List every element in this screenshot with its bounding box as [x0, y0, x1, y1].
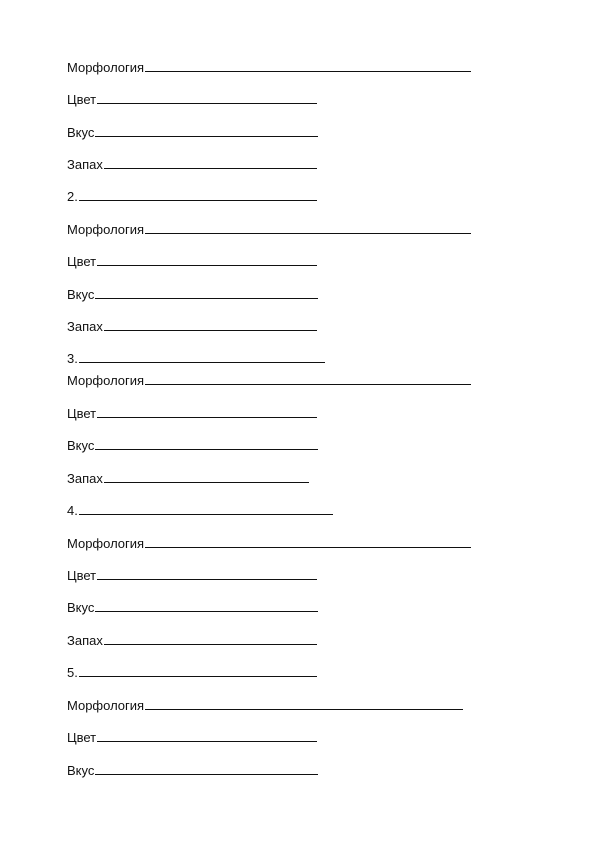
- fill-in-blank[interactable]: [145, 372, 471, 385]
- field-taste-3: [67, 437, 318, 455]
- fill-in-blank[interactable]: [95, 762, 318, 775]
- field-taste-4: [67, 599, 318, 617]
- item-number-label: 3.: [67, 351, 78, 366]
- fill-in-blank[interactable]: [79, 350, 325, 363]
- field-label: Морфология: [67, 222, 145, 237]
- fill-in-blank[interactable]: [104, 470, 309, 483]
- field-color-1: [67, 91, 317, 109]
- fill-in-blank[interactable]: [104, 632, 317, 645]
- field-label: Цвет: [67, 568, 97, 583]
- fill-in-blank[interactable]: [95, 437, 318, 450]
- field-label: Вкус: [67, 600, 95, 615]
- field-label: Запах: [67, 633, 103, 648]
- field-label: Вкус: [67, 438, 95, 453]
- field-label: Морфология: [67, 60, 145, 75]
- field-label: Запах: [67, 319, 103, 334]
- field-label: Цвет: [67, 92, 97, 107]
- field-morphology-5: [67, 697, 463, 715]
- field-label: Морфология: [67, 373, 145, 388]
- field-label: Запах: [67, 471, 103, 486]
- field-color-4: [67, 567, 317, 585]
- field-color-3: [67, 405, 317, 423]
- item-number-3: [67, 350, 325, 368]
- fill-in-blank[interactable]: [97, 729, 317, 742]
- field-label: Цвет: [67, 254, 97, 269]
- field-label: Вкус: [67, 125, 95, 140]
- fill-in-blank[interactable]: [145, 221, 471, 234]
- field-taste-1: [67, 124, 318, 142]
- field-taste-2: [67, 286, 318, 304]
- fill-in-blank[interactable]: [145, 535, 471, 548]
- field-label: Цвет: [67, 730, 97, 745]
- field-label: Вкус: [67, 287, 95, 302]
- field-label: Вкус: [67, 763, 95, 778]
- fill-in-blank[interactable]: [104, 156, 317, 169]
- field-color-2: [67, 253, 317, 271]
- field-morphology-2: [67, 221, 471, 239]
- fill-in-blank[interactable]: [95, 286, 318, 299]
- item-number-4: [67, 502, 333, 520]
- fill-in-blank[interactable]: [95, 124, 318, 137]
- fill-in-blank[interactable]: [145, 697, 463, 710]
- field-label: Цвет: [67, 406, 97, 421]
- fill-in-blank[interactable]: [97, 253, 317, 266]
- fill-in-blank[interactable]: [95, 599, 318, 612]
- fill-in-blank[interactable]: [97, 91, 317, 104]
- field-label: Морфология: [67, 536, 145, 551]
- field-morphology-4: [67, 535, 471, 553]
- field-smell-2: [67, 318, 317, 336]
- fill-in-blank[interactable]: [79, 188, 317, 201]
- field-smell-3: [67, 470, 309, 488]
- field-smell-4: [67, 632, 317, 650]
- field-label: Запах: [67, 157, 103, 172]
- fill-in-blank[interactable]: [145, 59, 471, 72]
- item-number-label: 4.: [67, 503, 78, 518]
- item-number-label: 2.: [67, 189, 78, 204]
- field-morphology-3: [67, 372, 471, 390]
- field-morphology-1: [67, 59, 471, 77]
- fill-in-blank[interactable]: [97, 405, 317, 418]
- field-taste-5: [67, 762, 318, 780]
- item-number-label: 5.: [67, 665, 78, 680]
- field-smell-1: [67, 156, 317, 174]
- field-label: Морфология: [67, 698, 145, 713]
- item-number-5: [67, 664, 317, 682]
- fill-in-blank[interactable]: [79, 664, 317, 677]
- fill-in-blank[interactable]: [104, 318, 317, 331]
- fill-in-blank[interactable]: [79, 502, 333, 515]
- item-number-2: [67, 188, 317, 206]
- fill-in-blank[interactable]: [97, 567, 317, 580]
- field-color-5: [67, 729, 317, 747]
